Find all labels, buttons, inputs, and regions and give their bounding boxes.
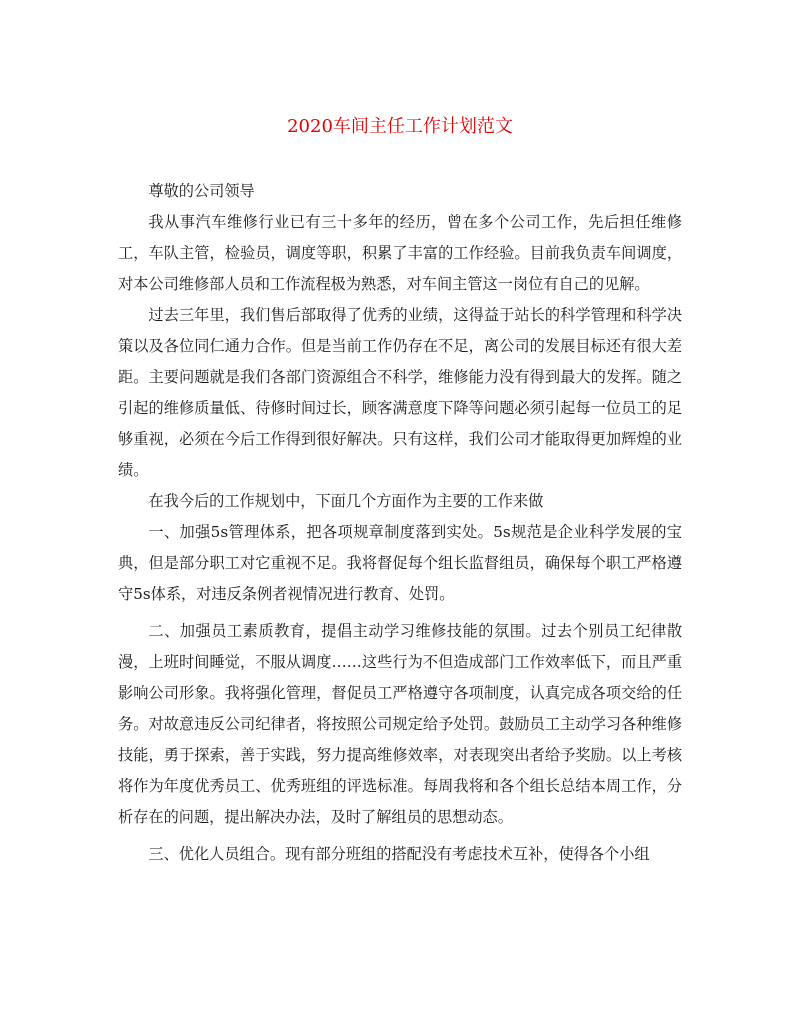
item-three-paragraph: 三、优化人员组合。现有部分班组的搭配没有考虑技术互补，使得各个小组 — [148, 845, 650, 863]
document-body — [118, 176, 682, 870]
plan-intro-paragraph: 在我今后的工作规划中，下面几个方面作为主要的工作来做 — [148, 492, 544, 510]
item-one-paragraph: 一、加强5s管理体系，把各项规章制度落到实处。5s规范是企业科学发展的宝典，但是部分职工对它重视不足。我将督促每个组长监督组员，确保每个职工严格遵守5s体系，对违反条例者视情况进行教育、处罚。 — [118, 523, 682, 603]
intro-paragraph: 我从事汽车维修行业已有三十多年的经历，曾在多个公司工作，先后担任维修工，车队主管，检验员，调度等职，积累了丰富的工作经验。目前我负责车间调度，对本公司维修部人员和工作流程极为熟悉，对车间主管这一岗位有自己的见解。 — [118, 213, 682, 293]
salutation-paragraph: 尊敬的公司领导 — [148, 182, 255, 200]
review-paragraph: 过去三年里，我们售后部取得了优秀的业绩，这得益于站长的科学管理和科学决策以及各位同仁通力合作。但是当前工作仍存在不足，离公司的发展目标还有很大差距。主要问题就是我们各部门资源组合不科学，维修能力没有得到最大的发挥。随之引起的维修质量低、待修时间过长，顾客满意度下降等问题必须引起每一位员工的足够重视，必须在今后工作得到很好解决。只有这样，我们公司才能取得更加辉煌的业绩。 — [118, 306, 682, 479]
document-title: 2020车间主任工作计划范文 — [287, 116, 513, 137]
item-two-paragraph: 二、加强员工素质教育，提倡主动学习维修技能的氛围。过去个别员工纪律散漫，上班时间睡觉，不服从调度……这些行为不但造成部门工作效率低下，而且严重影响公司形象。我将强化管理，督促员工严格遵守各项制度，认真完成各项交给的任务。对故意违反公司纪律者，将按照公司规定给予处罚。鼓励员工主动学习各种维修技能，勇于探索，善于实践，努力提高维修效率，对表现突出者给予奖励。以上考核将作为年度优秀员工、优秀班组的评选标准。每周我将和各个组长总结本周工作，分析存在的问题，提出解决办法，及时了解组员的思想动态。 — [118, 622, 682, 826]
